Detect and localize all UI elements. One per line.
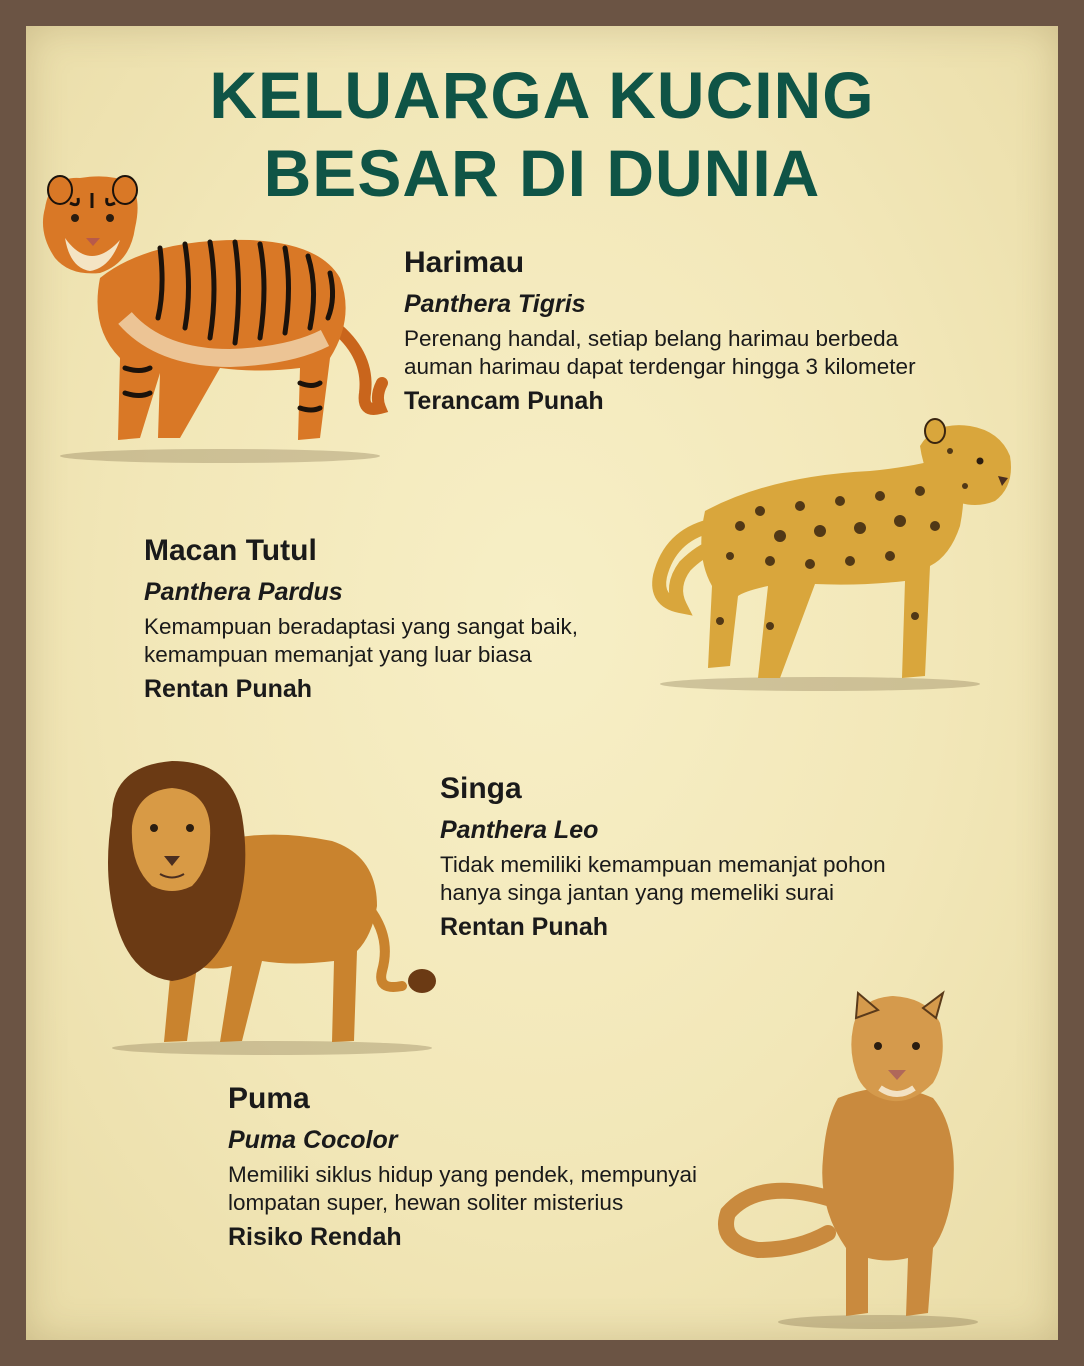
description-line: kemampuan memanjat yang luar biasa: [144, 642, 532, 667]
description-line: Tidak memiliki kemampuan memanjat pohon: [440, 852, 886, 877]
animal-name: Puma: [228, 1082, 310, 1115]
title-line-1: KELUARGA KUCING: [209, 58, 875, 132]
animal-name: Harimau: [404, 246, 525, 279]
puma-info: [228, 1084, 697, 1250]
scientific-name: Panthera Pardus: [144, 578, 343, 606]
conservation-status: Risiko Rendah: [228, 1223, 402, 1251]
title-line-2: BESAR DI DUNIA: [263, 136, 821, 210]
description-line: Memiliki siklus hidup yang pendek, mempunyai: [228, 1162, 697, 1187]
tiger-info: [404, 248, 916, 414]
tiger-illustration: [30, 168, 390, 468]
leopard-info: [144, 536, 578, 702]
description-line: Kemampuan beradaptasi yang sangat baik,: [144, 614, 579, 639]
scientific-name: Panthera Leo: [440, 816, 599, 844]
description-line: lompatan super, hewan soliter misterius: [228, 1190, 624, 1215]
animal-name: Singa: [440, 772, 522, 805]
animal-description: [144, 613, 578, 669]
leopard-illustration: [650, 416, 1020, 696]
animal-description: [228, 1161, 697, 1217]
animal-name: Macan Tutul: [144, 534, 317, 567]
lion-info: [440, 774, 886, 940]
description-line: auman harimau dapat terdengar hingga 3 kilometer: [404, 354, 916, 379]
conservation-status: Rentan Punah: [440, 913, 609, 941]
conservation-status: Rentan Punah: [144, 675, 313, 703]
description-line: Perenang handal, setiap belang harimau berbeda: [404, 326, 899, 351]
conservation-status: Terancam Punah: [404, 387, 604, 415]
scientific-name: Puma Cocolor: [228, 1126, 398, 1154]
animal-description: [404, 325, 916, 381]
description-line: hanya singa jantan yang memeliki surai: [440, 880, 834, 905]
puma-illustration: [718, 988, 980, 1334]
lion-illustration: [92, 756, 442, 1060]
animal-description: [440, 851, 886, 907]
scientific-name: Panthera Tigris: [404, 290, 586, 318]
